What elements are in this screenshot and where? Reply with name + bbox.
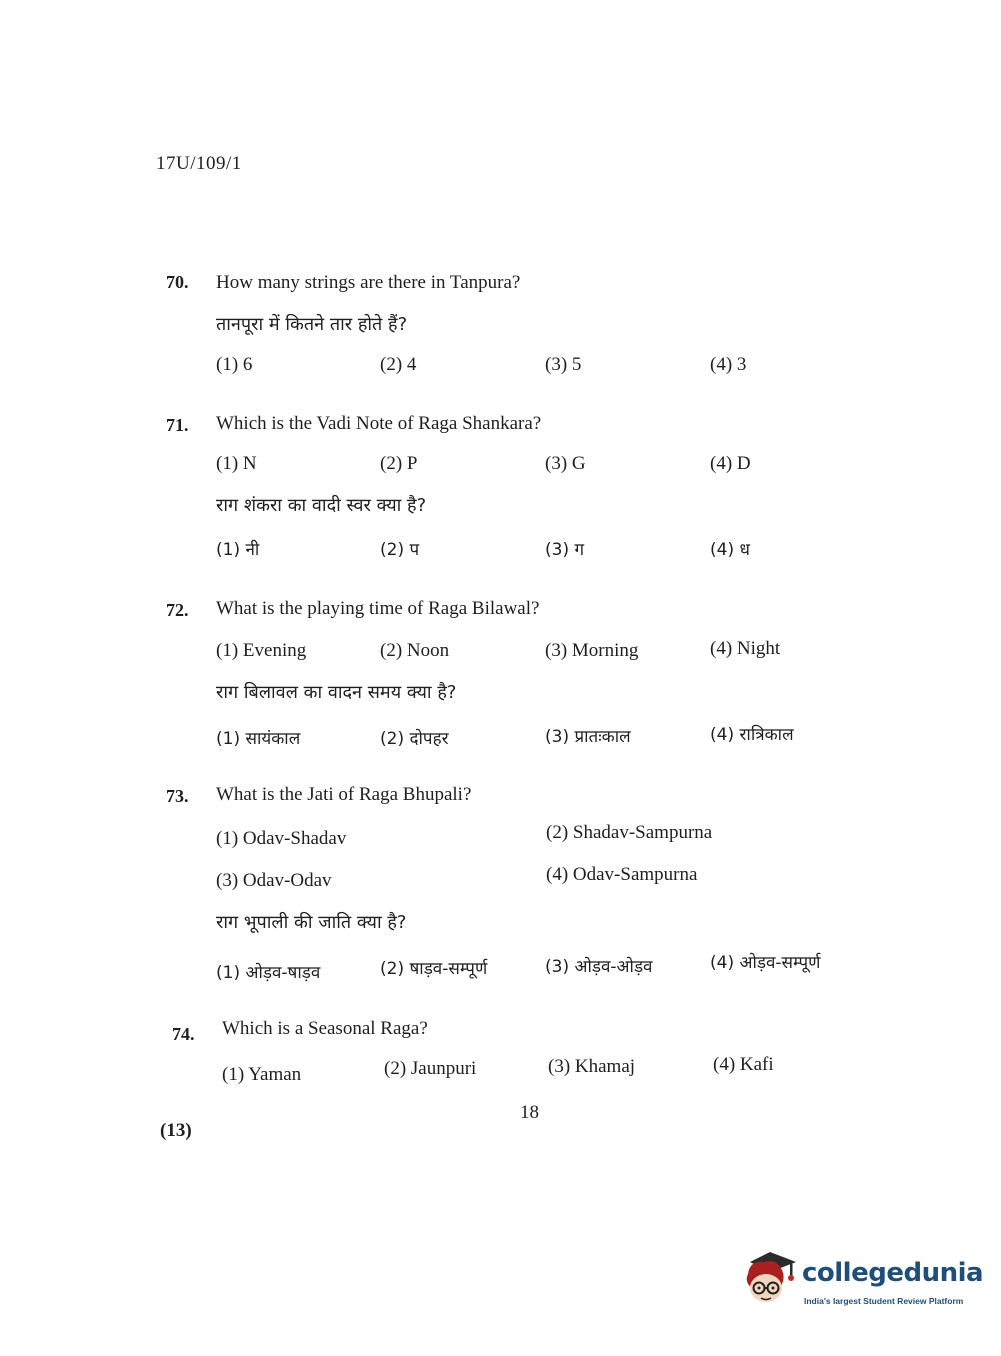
page-number: 18 <box>520 1102 539 1123</box>
option-1-hindi: (1) ओड़व-षाड़व <box>216 963 321 983</box>
option-4: (4) Kafi <box>713 1054 774 1075</box>
option-1: (1) 6 <box>216 354 253 375</box>
option-2: (2) P <box>380 453 418 474</box>
option-4-hindi: (4) ओड़व-सम्पूर्ण <box>710 953 821 973</box>
sheet-number: (13) <box>160 1120 192 1141</box>
question-number: 70. <box>166 272 189 292</box>
question-text-hindi: राग बिलावल का वादन समय क्या है? <box>216 682 457 703</box>
option-3: (3) Khamaj <box>548 1056 636 1077</box>
option-1: (1) Yaman <box>222 1064 302 1085</box>
paper-code: 17U/109/1 <box>156 153 242 174</box>
option-1-hindi: (1) नी <box>216 540 260 560</box>
question-text-hindi: राग भूपाली की जाति क्या है? <box>216 912 407 933</box>
option-2: (2) Noon <box>380 640 450 661</box>
option-1: (1) Odav-Shadav <box>216 828 347 849</box>
option-2-hindi: (2) दोपहर <box>380 729 449 749</box>
option-1: (1) N <box>216 453 257 474</box>
option-4: (4) Odav-Sampurna <box>546 864 698 885</box>
question-text: Which is a Seasonal Raga? <box>222 1018 428 1039</box>
logo-name: collegedunia <box>802 1258 984 1288</box>
question-number: 73. <box>166 786 189 806</box>
option-4-hindi: (4) रात्रिकाल <box>710 725 794 745</box>
option-4-hindi: (4) ध <box>710 540 750 560</box>
option-2: (2) Shadav-Sampurna <box>546 822 713 843</box>
option-2-hindi: (2) प <box>380 540 420 560</box>
option-3: (3) Odav-Odav <box>216 870 332 891</box>
question-text: What is the Jati of Raga Bhupali? <box>216 784 472 805</box>
option-1: (1) Evening <box>216 640 307 661</box>
collegedunia-logo <box>740 1248 984 1318</box>
option-3-hindi: (3) ग <box>545 540 585 560</box>
question-text: What is the playing time of Raga Bilawal? <box>216 598 540 619</box>
option-2-hindi: (2) षाड़व-सम्पूर्ण <box>380 959 488 979</box>
option-2: (2) 4 <box>380 354 417 375</box>
question-number: 71. <box>166 415 189 435</box>
option-3-hindi: (3) ओड़व-ओड़व <box>545 957 653 977</box>
option-4: (4) Night <box>710 638 781 659</box>
option-1-hindi: (1) सायंकाल <box>216 729 301 749</box>
option-4: (4) D <box>710 453 751 474</box>
logo-tagline: India's largest Student Review Platform <box>804 1296 964 1306</box>
question-text: How many strings are there in Tanpura? <box>216 272 521 293</box>
option-2: (2) Jaunpuri <box>384 1058 477 1079</box>
option-3: (3) G <box>545 453 586 474</box>
question-text: Which is the Vadi Note of Raga Shankara? <box>216 413 542 434</box>
option-4: (4) 3 <box>710 354 747 375</box>
question-number: 72. <box>166 600 189 620</box>
option-3: (3) Morning <box>545 640 639 661</box>
option-3: (3) 5 <box>545 354 582 375</box>
option-3-hindi: (3) प्रातःकाल <box>545 727 631 747</box>
question-number: 74. <box>172 1024 195 1044</box>
mascot-icon <box>740 1248 800 1310</box>
question-text-hindi: तानपूरा में कितने तार होते हैं? <box>216 314 408 335</box>
question-text-hindi: राग शंकरा का वादी स्वर क्या है? <box>216 495 427 516</box>
